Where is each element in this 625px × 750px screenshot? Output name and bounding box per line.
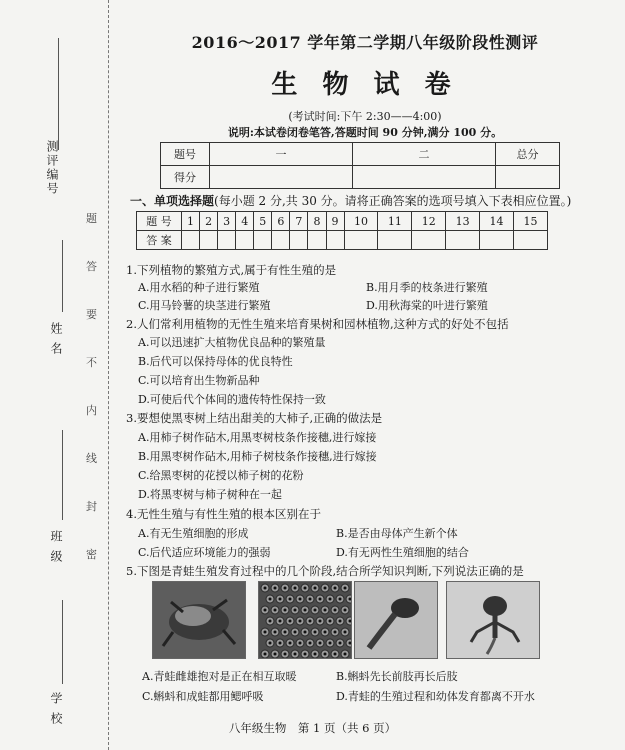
answer-table-number: 1 [182, 212, 200, 231]
exam-number-label: 测评编号 [45, 140, 59, 196]
answer-table-number: 3 [218, 212, 236, 231]
answer-cell[interactable] [344, 231, 378, 250]
class-line [62, 430, 63, 520]
option-b[interactable]: B.是否由母体产生新个体 [336, 527, 458, 540]
frog-eggs-photo [258, 581, 352, 659]
option-a[interactable]: A.用柿子树作砧木,用黑枣树枝条作接穗,进行嫁接 [138, 431, 377, 444]
score-table-cell: 一 [210, 143, 353, 166]
answer-cell[interactable] [326, 231, 344, 250]
option-a[interactable]: A.青蛙雌雄抱对是正在相互取暖 [142, 670, 297, 683]
answer-cell[interactable] [480, 231, 514, 250]
question-stem: 2.人们常利用植物的无性生殖来培育果树和园林植物,这种方式的好处不包括 [126, 317, 509, 331]
answer-table-number: 10 [344, 212, 378, 231]
score-table-cell[interactable] [496, 166, 560, 189]
answer-cell[interactable] [272, 231, 290, 250]
answer-cell[interactable] [412, 231, 446, 250]
exam-time: (考试时间:下午 2:30——4:00) [288, 110, 442, 123]
option-d[interactable]: D.将黑枣树与柿子树种在一起 [138, 488, 282, 501]
school-label: 学 校 [49, 692, 63, 726]
answer-table-number: 11 [378, 212, 412, 231]
question-stem: 3.要想使黑枣树上结出甜美的大柿子,正确的做法是 [126, 411, 383, 425]
seal-char: 要 [86, 308, 97, 321]
option-d[interactable]: D.用秋海棠的叶进行繁殖 [366, 299, 488, 312]
name-label: 姓 名 [49, 322, 63, 356]
answer-cell[interactable] [254, 231, 272, 250]
answer-cell[interactable] [446, 231, 480, 250]
answer-cell[interactable] [236, 231, 254, 250]
answer-cell[interactable] [308, 231, 326, 250]
section-heading [130, 192, 571, 209]
answer-table-number: 13 [446, 212, 480, 231]
class-label: 班 级 [49, 530, 63, 564]
section-heading-note: (每小题 2 分,共 30 分。请将正确答案的选项号填入下表相应位置。) [214, 194, 572, 208]
option-b[interactable]: B.用黑枣树作砧木,用柿子树枝条作接穗,进行嫁接 [138, 450, 377, 463]
seal-line [108, 0, 109, 750]
seal-char: 内 [86, 404, 97, 417]
page-footer: 八年级生物 第 1 页（共 6 页） [228, 721, 397, 735]
option-d[interactable]: D.可使后代个体间的遗传特性保持一致 [138, 393, 326, 406]
answer-cell[interactable] [182, 231, 200, 250]
answer-table-number: 5 [254, 212, 272, 231]
option-c[interactable]: C.可以培育出生物新品种 [138, 374, 260, 387]
answer-table-number: 14 [480, 212, 514, 231]
option-c[interactable]: C.后代适应环境能力的强弱 [138, 546, 271, 559]
exam-number-line [58, 38, 59, 150]
answer-table-number: 2 [200, 212, 218, 231]
subject-title: 生 物 试 卷 [271, 70, 459, 100]
tadpole-with-legs-photo [446, 581, 540, 659]
tadpole-photo [354, 581, 438, 659]
option-a[interactable]: A.有无生殖细胞的形成 [138, 527, 249, 540]
score-table [160, 142, 560, 189]
seal-char: 答 [86, 260, 97, 273]
option-c[interactable]: C.蝌蚪和成蛙都用鳃呼吸 [142, 690, 264, 703]
exam-instructions: 说明:本试卷闭卷笔答,答题时间 90 分钟,满分 100 分。 [227, 126, 503, 139]
option-b[interactable]: B.后代可以保持母体的优良特性 [138, 355, 293, 368]
option-c[interactable]: C.给黑枣树的花授以柿子树的花粉 [138, 469, 304, 482]
answer-table-number: 8 [308, 212, 326, 231]
score-table-cell: 二 [353, 143, 496, 166]
school-line [62, 600, 63, 684]
answer-table-number: 9 [326, 212, 344, 231]
answer-table-number: 6 [272, 212, 290, 231]
score-table-cell[interactable] [210, 166, 353, 189]
option-d[interactable]: D.有无两性生殖细胞的结合 [336, 546, 469, 559]
score-table-cell[interactable] [353, 166, 496, 189]
answer-cell[interactable] [290, 231, 308, 250]
option-d[interactable]: D.青蛙的生殖过程和幼体发育都离不开水 [336, 690, 535, 703]
answer-table-number: 4 [236, 212, 254, 231]
answer-cell[interactable] [200, 231, 218, 250]
score-table-cell: 总分 [496, 143, 560, 166]
name-line [62, 240, 63, 312]
option-b[interactable]: B.用月季的枝条进行繁殖 [366, 281, 488, 294]
question-stem: 1.下列植物的繁殖方式,属于有性生殖的是 [126, 263, 337, 277]
frog-mating-photo [152, 581, 246, 659]
answer-table [136, 211, 548, 250]
exam-header: 2016～2017 学年第二学期八年级阶段性测评 [191, 33, 539, 52]
answer-table-answer-label: 答 案 [137, 231, 182, 250]
answer-table-number: 15 [513, 212, 547, 231]
answer-cell[interactable] [513, 231, 547, 250]
question-stem: 5.下图是青蛙生殖发育过程中的几个阶段,结合所学知识判断,下列说法正确的是 [126, 564, 524, 578]
option-a[interactable]: A.可以迅速扩大植物优良品种的繁殖量 [138, 336, 326, 349]
seal-char: 不 [86, 356, 97, 369]
answer-cell[interactable] [378, 231, 412, 250]
option-c[interactable]: C.用马铃薯的块茎进行繁殖 [138, 299, 271, 312]
section-heading-title: 一、单项选择题 [130, 194, 215, 208]
seal-char: 密 [86, 548, 97, 561]
answer-cell[interactable] [218, 231, 236, 250]
answer-table-number: 7 [290, 212, 308, 231]
question-stem: 4.无性生殖与有性生殖的根本区别在于 [126, 507, 321, 521]
option-a[interactable]: A.用水稻的种子进行繁殖 [138, 281, 260, 294]
score-table-cell: 题号 [161, 143, 210, 166]
seal-char: 线 [86, 452, 97, 465]
seal-char: 封 [86, 500, 97, 513]
answer-table-number: 12 [412, 212, 446, 231]
option-b[interactable]: B.蝌蚪先长前肢再长后肢 [336, 670, 458, 683]
answer-table-header-label: 题 号 [137, 212, 182, 231]
score-table-cell: 得分 [161, 166, 210, 189]
seal-char: 题 [86, 212, 97, 225]
